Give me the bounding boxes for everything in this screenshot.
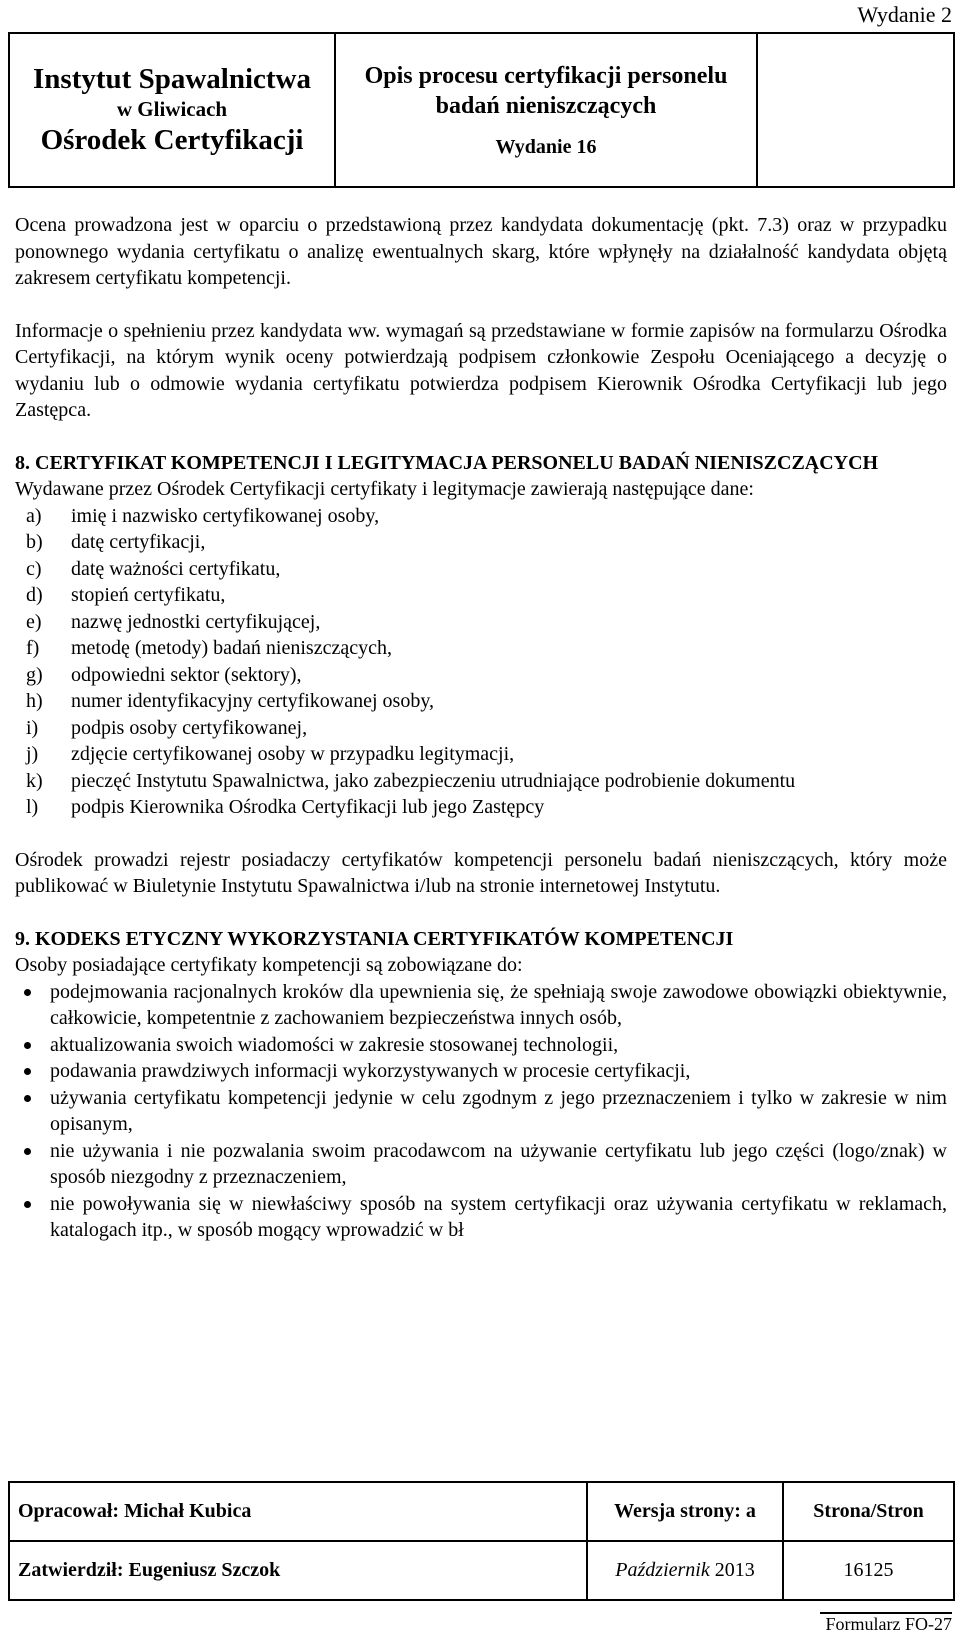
list-item: a) imię i nazwisko certyfikowanej osoby, <box>26 504 380 527</box>
paragraph-assessment: Ocena prowadzona jest w oparciu o przedstawioną przez kandydata dokumentację (pkt. 7.3) oraz w przypadku ponownego wydania certyfikatu o analizę ewentualnych skarg, które wpłynęły na działalność kandydata objętą zakresem certyfikatu kompetencji. <box>15 214 947 289</box>
approved-by: Zatwierdził: Eugeniusz Szczok <box>9 1541 587 1600</box>
list-item: j) zdjęcie certyfikowanej osoby w przypadku legitymacji, <box>26 743 515 765</box>
list-item: używania certyfikatu kompetencji jedynie w celu zgodnym z jego przeznaczeniem i tylko w zakresie w nim opisanym, <box>15 1085 947 1138</box>
doc-title-line1: Opis procesu certyfikacji personelu <box>364 63 728 89</box>
bullet-icon <box>24 1201 31 1208</box>
document-body <box>15 212 947 1244</box>
page-value: 16125 <box>783 1541 954 1600</box>
list-item: b) datę certyfikacji, <box>26 531 206 553</box>
section-8-title: 8. CERTYFIKAT KOMPETENCJI I LEGITYMACJA PERSONELU BADAŃ NIENISZCZĄCYCH <box>15 451 879 474</box>
bullet-icon <box>24 1095 31 1102</box>
certificate-data-list <box>15 503 947 821</box>
list-item: f) metodę (metody) badań nieniszczących, <box>26 637 392 659</box>
document-date <box>587 1541 783 1600</box>
page-label: Strona/Stron <box>783 1482 954 1541</box>
section-9-intro: Osoby posiadające certyfikaty kompetencji są zobowiązane do: <box>15 954 523 976</box>
list-item: c) datę ważności certyfikatu, <box>26 557 281 580</box>
bullet-icon <box>24 1042 31 1049</box>
list-item: aktualizowania swoich wiadomości w zakresie stosowanej technologii, <box>15 1032 947 1059</box>
bullet-icon <box>24 1068 31 1075</box>
list-item: nie używania i nie pozwalania swoim pracodawcom na używanie certyfikatu lub jego części (logo/znak) w sposób niezgodny z przeznaczeniem, <box>15 1138 947 1191</box>
list-item: podejmowania racjonalnych kroków dla upewnienia się, że spełniają swoje zawodowe obowiązki obiektywnie, całkowicie, kompetentnie z zachowaniem bezpieczeństwa innych osób, <box>15 979 947 1032</box>
list-item: h) numer identyfikacyjny certyfikowanej osoby, <box>26 690 435 712</box>
org-city: w Gliwicach <box>116 97 228 121</box>
bullet-icon <box>24 989 31 996</box>
bullet-icon <box>24 1148 31 1155</box>
doc-title-line2: badań nieniszczących <box>435 93 657 119</box>
section-8-intro: Wydawane przez Ośrodek Certyfikacji certyfikaty i legitymacje zawierają następujące dane: <box>15 478 754 500</box>
paragraph-registry: Ośrodek prowadzi rejestr posiadaczy certyfikatów kompetencji personelu badań nieniszczących, który może publikować w Biuletynie Instytutu Spawalnictwa i/lub na stronie internetowej Instytutu. <box>15 848 947 897</box>
page-version: Wersja strony: a <box>587 1482 783 1541</box>
list-item: nie powoływania się w niewłaściwy sposób na system certyfikacji oraz używania certyfikatu w reklamach, katalogach itp., w sposób mogący wprowadzić w bł <box>15 1191 947 1244</box>
date-month: Październik <box>615 1559 710 1581</box>
list-item: k) pieczęć Instytutu Spawalnictwa, jako zabezpieczeniu utrudniające podrobienie dokumentu <box>26 769 796 792</box>
ethics-obligations-list <box>15 979 947 1244</box>
list-item: d) stopień certyfikatu, <box>26 584 226 606</box>
paragraph-records: Informacje o spełnieniu przez kandydata ww. wymagań są przedstawiane w formie zapisów na formularzu Ośrodka Certyfikacji, na którym wynik oceny potwierdzają podpisem członkowie Zespołu Oceniającego a decyzję o wydaniu lub o odmowie wydania certyfikatu potwierdza podpisem Kierownik Ośrodka Certyfikacji lub jego Zastępca. <box>15 319 947 421</box>
doc-edition: Wydanie 16 <box>495 136 597 158</box>
list-item: e) nazwę jednostki certyfikującej, <box>26 610 321 633</box>
org-name: Instytut Spawalnictwa <box>33 63 311 95</box>
list-item: g) odpowiedni sektor (sektory), <box>26 663 302 686</box>
prepared-by: Opracował: Michał Kubica <box>9 1482 587 1541</box>
form-number: Formularz FO-27 <box>820 1612 952 1635</box>
list-item: i) podpis osoby certyfikowanej, <box>26 716 308 739</box>
list-item: podawania prawdziwych informacji wykorzystywanych w procesie certyfikacji, <box>15 1058 947 1085</box>
date-year: 2013 <box>714 1559 755 1581</box>
document-footer <box>8 1481 955 1601</box>
section-9-title: 9. KODEKS ETYCZNY WYKORZYSTANIA CERTYFIKATÓW KOMPETENCJI <box>15 927 734 950</box>
edition-label-top: Wydanie 2 <box>857 2 952 27</box>
org-unit: Ośrodek Certyfikacji <box>40 124 304 156</box>
list-item: l) podpis Kierownika Ośrodka Certyfikacji lub jego Zastępcy <box>26 796 545 818</box>
